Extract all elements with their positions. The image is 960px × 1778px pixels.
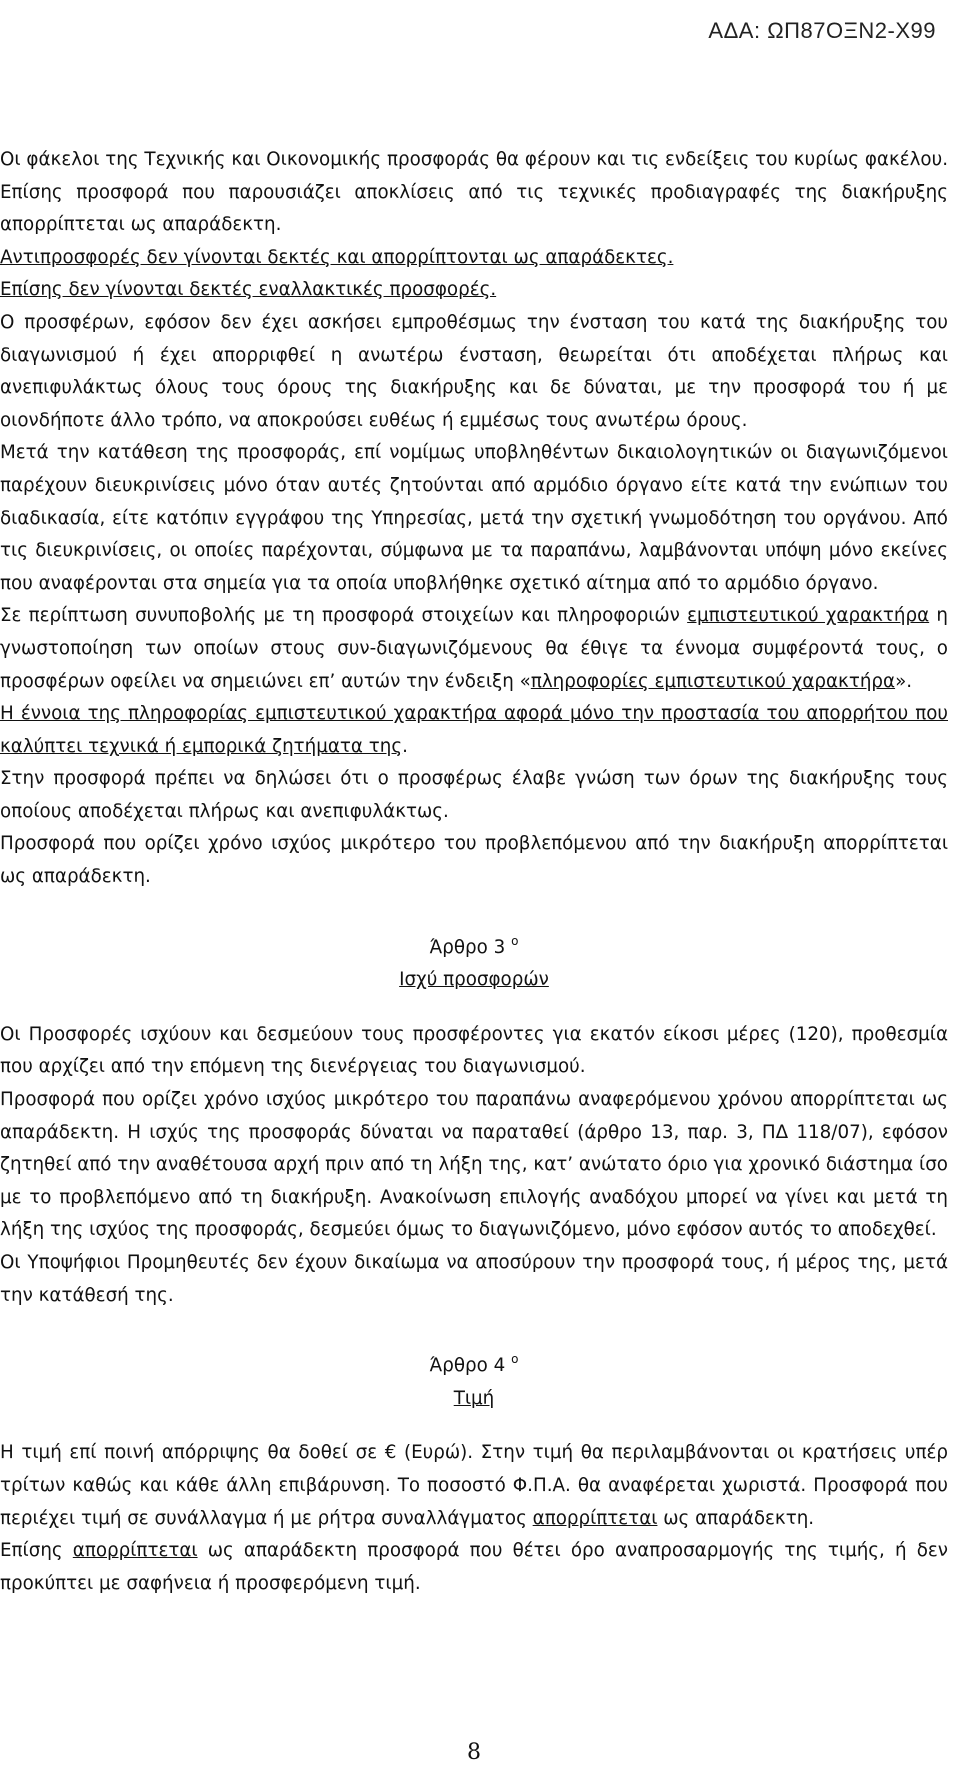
article-3-subtitle: Ισχύ προσφορών (399, 969, 549, 991)
article-4-p2-text-a: Επίσης (0, 1540, 73, 1562)
ada-code: ΑΔΑ: ΩΠ87ΟΞΝ2-Χ99 (708, 18, 936, 43)
article-3-paragraph-1: Οι Προσφορές ισχύουν και δεσμεύουν τους προσφέροντες για εκατόν είκοσι μέρες (120), προθεσμία που αρχίζει από την επόμενη της διενέργειας του διαγωνισμού. (0, 1023, 948, 1078)
article-4-paragraph-1 (0, 1437, 948, 1535)
confidential-text-a: Σε περίπτωση συνυποβολής με τη προσφορά στοιχείων και πληροφοριών (0, 605, 688, 627)
article-4-title-text: Άρθρο 4 (429, 1355, 506, 1377)
page-number: 8 (467, 1740, 481, 1765)
paragraph-envelopes: Οι φάκελοι της Τεχνικής και Οικονομικής προσφοράς θα φέρουν και τις ενδείξεις του κυρίως φακέλου. Επίσης προσφορά που παρουσιάζει αποκλίσεις από τις τεχνικές προδιαγραφές της διακήρυξης απορρίπτεται ως απαράδεκτη. (0, 149, 948, 236)
paragraph-declaration: Στην προσφορά πρέπει να δηλώσει ότι ο προσφέρως έλαβε γνώση των όρων της διακήρυξης τους οποίους αποδέχεται πλήρως και ανεπιφυλάκτως. (0, 768, 948, 822)
paragraph-validity-short: Προσφορά που ορίζει χρόνο ισχύος μικρότερο του προβλεπόμενου από την διακήρυξη απορρίπτεται ως απαράδεκτη. (0, 833, 948, 888)
confidential-underlined-1: εμπιστευτικού χαρακτήρα (687, 605, 930, 627)
article-4-p1-end: ως απαράδεκτη. (657, 1507, 815, 1529)
article-3-title-text: Άρθρο 3 (429, 936, 506, 958)
article-4-p2-text-b: ως απαράδεκτη προσφορά που θέτει όρο αναπροσαρμογής της τιμής, ή δεν προκύπτει με σαφήνεια ή προσφερόμενη τιμή. (0, 1540, 948, 1594)
article-4-subtitle: Τιμή (453, 1387, 495, 1409)
confidential-text-c: ». (895, 670, 913, 692)
paragraph-clarifications: Μετά την κατάθεση της προσφοράς, επί νομίμως υποβληθέντων δικαιολογητικών οι διαγωνιζόμενοι παρέχουν διευκρινίσεις μόνο όταν αυτές ζητούνται από αρμόδιο όργανο είτε κατά την ενώπιων του διαδικασία, είτε κατόπιν εγγράφου της Υπηρεσίας, μετά την σχετική γνωμοδότηση του οργάνου. Από τις διευκρινίσεις, οι οποίες παρέχονται, σύμφωνα με τα παραπάνω, λαμβάνονται υπόψη μόνο εκείνες που αναφέρονται στα σημεία για τα οποία υποβλήθηκε σχετικό αίτημα από το αρμόδιο όργανο. (0, 442, 948, 594)
article-4-p1-text: Η τιμή επί ποινή απόρριψης θα δοθεί σε € (Ευρώ). Στην τιμή θα περιλαμβάνονται οι κρατήσεις υπέρ τρίτων καθώς και κάθε άλλη επιβάρυνση. Το ποσοστό Φ.Π.Α. θα αναφέρεται χωριστά. Προσφορά που περιέχει τιμή σε συνάλλαγμα ή με ρήτρα συναλλάγματος (0, 1442, 948, 1529)
paragraph-alternatives: Επίσης δεν γίνονται δεκτές εναλλακτικές προσφορές. (0, 279, 497, 301)
paragraph-objection: Ο προσφέρων, εφόσον δεν έχει ασκήσει εμπροθέσμως την ένσταση του κατά της διακήρυξης του διαγωνισμού ή έχει απορριφθεί η ανωτέρω ένσταση, θεωρείται ότι αποδέχεται πλήρως και ανεπιφυλάκτως όλους τους όρους της διακήρυξης και δε δύναται, με την προσφορά του ή με οιονδήποτε άλλο τρόπο, να αποκρούσει ευθέως ή εμμέσως τους ανωτέρω όρους. (0, 311, 948, 431)
article-4-p2-underlined: απορρίπτεται (72, 1540, 198, 1562)
paragraph-counteroffers: Αντιπροσφορές δεν γίνονται δεκτές και απορρίπτονται ως απαράδεκτες. (0, 246, 674, 268)
paragraph-confidential (0, 600, 948, 698)
confidential-meaning-end: . (402, 735, 408, 757)
article-3-paragraph-2: Προσφορά που ορίζει χρόνο ισχύος μικρότερο του παραπάνω αναφερόμενου χρόνου απορρίπτεται ως απαράδεκτη. Η ισχύς της προσφοράς δύναται να παραταθεί (άρθρο 13, παρ. 3, ΠΔ 118/07), εφόσον ζητηθεί από την αναθέτουσα αρχή πριν από τη λήξη της, κατ’ ανώτατο όριο για χρονικό διάστημα ίσο με το προβλεπόμενο από τη διακήρυξη. Ανακοίνωση επιλογής αναδόχου μπορεί να γίνει και μετά τη λήξη της ισχύος της προσφοράς, δεσμεύει όμως το διαγωνιζόμενο, μόνο εφόσον αυτός το αποδεχθεί. (0, 1089, 948, 1241)
confidential-meaning-text: Η έννοια της πληροφορίας εμπιστευτικού χαρακτήρα αφορά μόνο την προστασία του απορρήτου που καλύπτει τεχνικά ή εμπορικά ζητήματα της (0, 703, 948, 757)
confidential-text-b: η γνωστοποίηση των οποίων στους συν-διαγωνιζόμενους θα έθιγε τα έννομα συμφέροντά τους, ο προσφέρων οφείλει να σημειώνει επ’ αυτών την ένδειξη « (0, 605, 948, 692)
article-4-p1-underlined: απορρίπτεται (532, 1507, 658, 1529)
confidential-underlined-2: πληροφορίες εμπιστευτικού χαρακτήρα (530, 670, 896, 692)
article-3-ordinal: ο (511, 933, 519, 948)
article-4-title (0, 1350, 948, 1383)
paragraph-confidential-meaning (0, 698, 948, 763)
article-3-title (0, 932, 948, 965)
article-3-paragraph-3: Οι Υποψήφιοι Προμηθευτές δεν έχουν δικαίωμα να αποσύρουν την προσφορά τους, ή μέρος της, μετά την κατάθεσή της. (0, 1252, 948, 1306)
article-4-paragraph-2 (0, 1535, 948, 1600)
article-4-ordinal: ο (511, 1352, 519, 1367)
document-body (0, 144, 948, 1600)
